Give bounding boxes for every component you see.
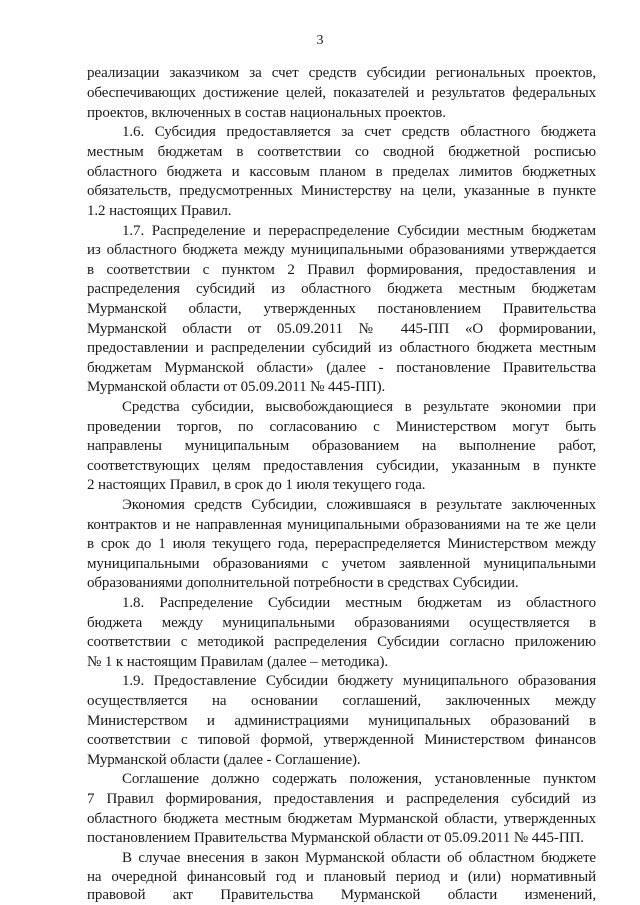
text-line: в срок до 1 июля текущего года, перераспределяется Министерством между: [87, 536, 596, 552]
text-line: 2 настоящих Правил, в срок до 1 июля текущего года.: [87, 477, 426, 493]
text-line: В случае внесения в закон Мурманской области об областном бюджете: [122, 850, 596, 866]
text-line: проектов, включенных в состав национальных проектов.: [87, 105, 446, 121]
text-line: в соответствии с пунктом 2 Правил формирования, предоставления и: [87, 262, 596, 278]
text-line: Мурманской области, утвержденных постановлением Правительства: [87, 301, 596, 317]
text-line: бюджета между муниципальными образованиями осуществляется в: [87, 615, 596, 631]
text-line: 1.9. Предоставление Субсидии бюджету муниципального образования: [122, 673, 596, 689]
text-line: постановлением Правительства Мурманской области от 05.09.2011 № 445-ПП.: [87, 830, 584, 846]
text-line: 1.8. Распределение Субсидии местным бюджетам из областного: [122, 595, 596, 611]
text-line: бюджетам Мурманской области» (далее - постановление Правительства: [87, 360, 596, 376]
text-line: соответствующих целям предоставления субсидии, указанным в пункте: [87, 458, 596, 474]
text-line: областного бюджета местным бюджетам Мурманской области, утвержденных: [87, 811, 596, 827]
text-line: направлены муниципальным образованием на выполнение работ,: [87, 438, 596, 454]
text-line: осуществляется на основании соглашений, заключенных между: [87, 693, 596, 709]
text-line: Экономия средств Субсидии, сложившаяся в результате заключенных: [122, 497, 596, 513]
text-line: правовой акт Правительства Мурманской области изменений,: [87, 887, 596, 903]
text-line: 1.7. Распределение и перераспределение Субсидии местным бюджетам: [122, 223, 596, 239]
text-line: областного бюджета и кассовым планом в пределах лимитов бюджетных: [87, 164, 596, 180]
text-line: 7 Правил формирования, предоставления и распределения субсидий из: [87, 791, 596, 807]
text-line: реализации заказчиком за счет средств субсидии региональных проектов,: [87, 65, 596, 81]
text-line: соответствии с методикой распределения Субсидии согласно приложению: [87, 634, 596, 650]
text-line: Мурманской области (далее - Соглашение).: [87, 752, 361, 768]
text-line: Соглашение должно содержать положения, установленные пунктом: [122, 771, 596, 787]
text-line: Мурманской области от 05.09.2011 № 445-ПП «О формировании,: [87, 321, 596, 337]
text-line: 1.2 настоящих Правил.: [87, 203, 232, 219]
text-line: на очередной финансовый год и плановый период и (или) нормативный: [87, 869, 596, 885]
text-line: соответствии с типовой формой, утвержденной Министерством финансов: [87, 732, 596, 748]
text-line: распределения субсидий из областного бюджета местным бюджетам: [87, 281, 596, 297]
text-line: 1.6. Субсидия предоставляется за счет средств областного бюджета: [122, 124, 596, 140]
text-line: Средства субсидии, высвобождающиеся в результате экономии при: [122, 399, 596, 415]
text-line: предоставлении и распределении субсидий из областного бюджета местным: [87, 340, 596, 356]
text-line: Министерством и администрациями муниципальных образований в: [87, 713, 596, 729]
text-line: № 1 к настоящим Правилам (далее – методика).: [87, 654, 388, 670]
text-line: обязательств, предусмотренных Министерству на цели, указанные в пункте: [87, 183, 596, 199]
text-line: образованиями дополнительной потребности в средствах Субсидии.: [87, 575, 519, 591]
text-line: контрактов и не направленная муниципальными образованиями на те же цели: [87, 517, 596, 533]
text-line: проведении торгов, по согласованию с Министерством могут быть: [87, 419, 596, 435]
text-line: местным бюджетам в соответствии со сводной бюджетной росписью: [87, 144, 596, 160]
text-line: Мурманской области от 05.09.2011 № 445-ПП).: [87, 379, 386, 395]
text-line: обеспечивающих достижение целей, показателей и результатов федеральных: [87, 85, 596, 101]
text-line: из областного бюджета между муниципальными образованиями утверждается: [87, 242, 596, 258]
page-number: 3: [316, 33, 324, 48]
text-line: муниципальными образованиями с учетом заявленной муниципальными: [87, 556, 596, 572]
